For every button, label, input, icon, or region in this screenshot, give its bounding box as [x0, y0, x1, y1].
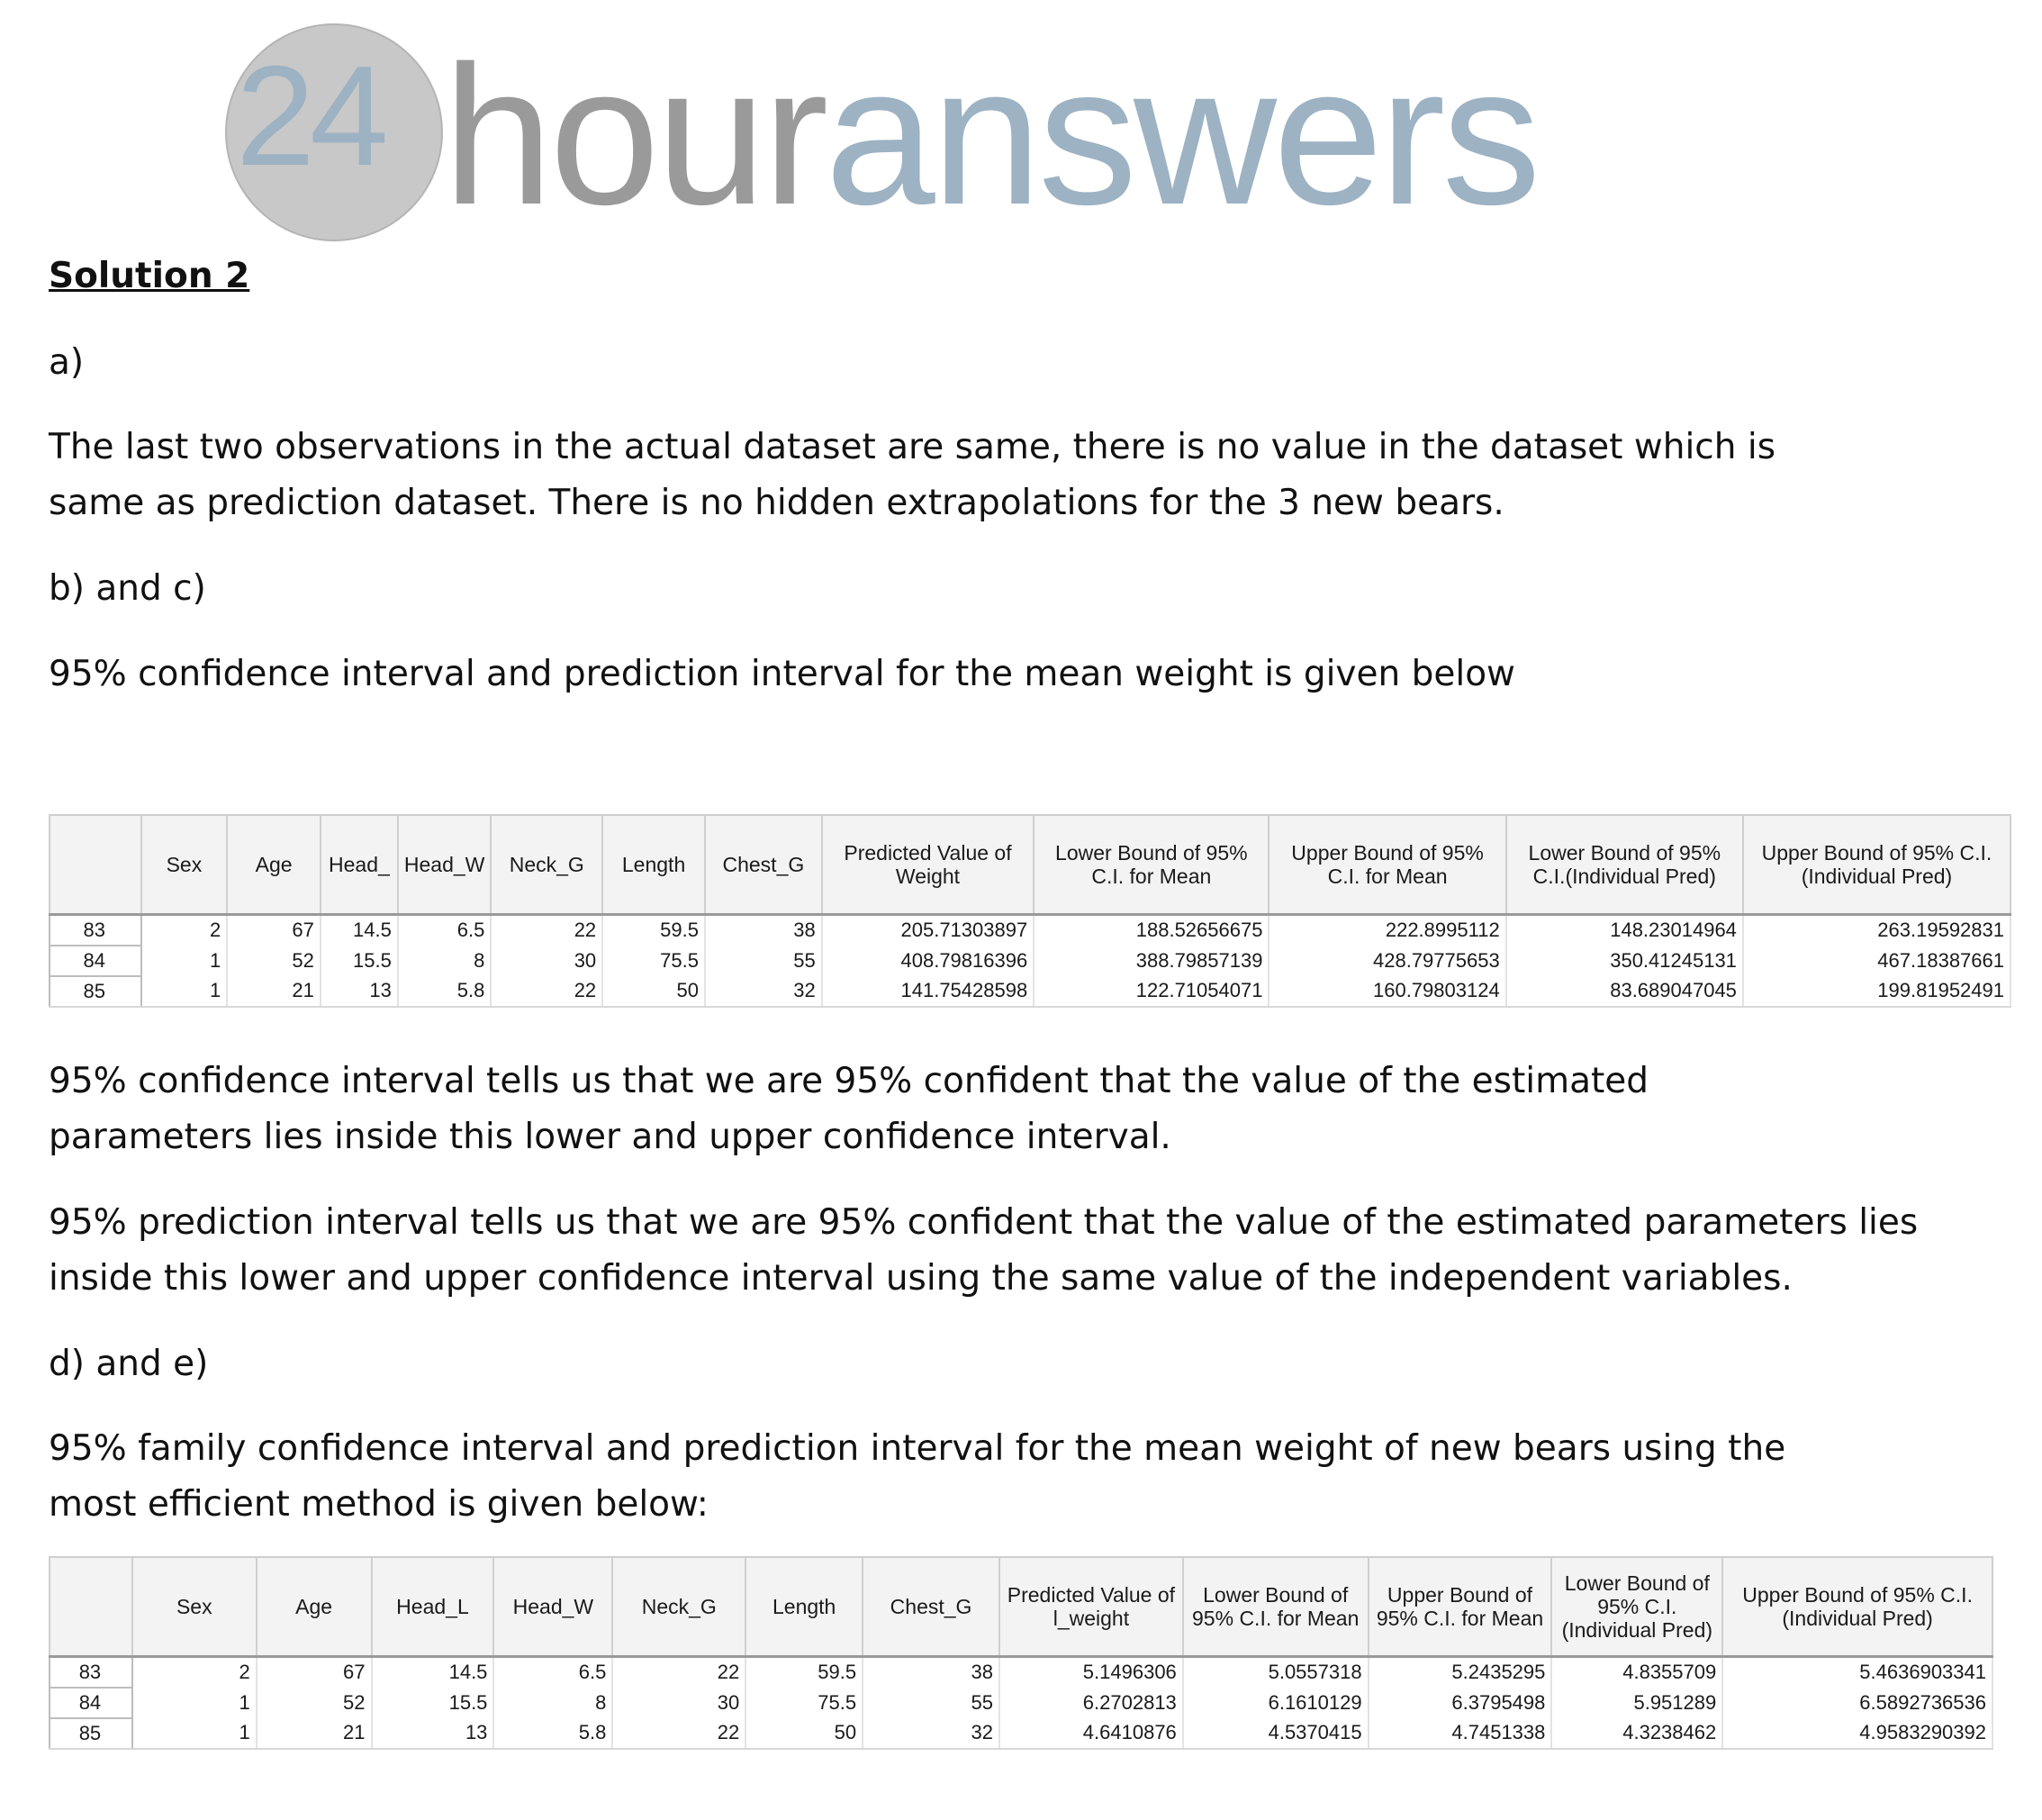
table-1-header-row — [50, 815, 2010, 914]
table-1-cell: 467.18387661 — [1743, 946, 2010, 976]
table-2-header-row — [50, 1557, 1992, 1656]
table-2-cell: 38 — [863, 1656, 999, 1688]
table-1-cell: 22 — [491, 976, 602, 1007]
table-2-column-header: Predicted Value of l_weight — [999, 1557, 1183, 1656]
table-2-cell: 5.4636903341 — [1722, 1656, 1992, 1688]
table-2-cell: 6.2702813 — [999, 1688, 1183, 1718]
table-2-column-header: Chest_G — [863, 1557, 999, 1656]
table-1-cell: 59.5 — [602, 914, 705, 946]
table-1-cell: 1 — [141, 946, 228, 976]
table-2-column-header: Upper Bound of 95% C.I. for Mean — [1369, 1557, 1552, 1656]
table-2-cell: 52 — [257, 1688, 372, 1718]
table-2-cell: 5.1496306 — [999, 1656, 1183, 1688]
table-1-row — [50, 976, 2010, 1007]
table-2-column-header: Neck_G — [612, 1557, 745, 1656]
table-1-column-header: Head_ — [321, 815, 398, 914]
table-1-cell: 38 — [705, 914, 822, 946]
part-bc-label-block — [49, 561, 2011, 617]
table-2-row-number: 84 — [50, 1688, 132, 1718]
table-2-cell: 4.8355709 — [1551, 1656, 1722, 1688]
part-a-text: The last two observations in the actual dataset are same, there is no value in the dataset which is same as prediction dataset. There is no hidden extrapolations for the 3 new bears. — [49, 427, 1776, 523]
table-2-cell: 22 — [612, 1718, 745, 1749]
table-2-cell: 4.3238462 — [1551, 1718, 1722, 1749]
table-2-column-header: Age — [257, 1557, 372, 1656]
table-1-row-number: 84 — [50, 946, 141, 976]
table-1-column-header: Length — [602, 815, 705, 914]
pi-text-block — [49, 1195, 2011, 1307]
table-1-cell: 350.41245131 — [1506, 946, 1743, 976]
ci-explanation: 95% confidence interval tells us that we are 95% confident that the value of the estimated parameters lies inside this lower and upper confidence interval. — [49, 1061, 1649, 1157]
results-table-2 — [49, 1556, 1993, 1750]
table-2-cell: 5.8 — [493, 1718, 612, 1749]
table-1-column-header: Lower Bound of 95% C.I.(Individual Pred) — [1506, 815, 1743, 914]
table-2-cell: 5.951289 — [1551, 1688, 1722, 1718]
table-2-cell: 5.0557318 — [1183, 1656, 1369, 1688]
logo-word-hour: hour — [443, 24, 826, 246]
table-1-cell: 188.52656675 — [1034, 914, 1269, 946]
table-2-cell: 6.5 — [493, 1656, 612, 1688]
table-1-cell: 160.79803124 — [1269, 976, 1505, 1007]
table-2-cell: 14.5 — [372, 1656, 494, 1688]
part-a-label: a) — [49, 342, 85, 383]
table-1-cell: 428.79775653 — [1269, 946, 1505, 976]
table-2-cell: 1 — [132, 1718, 257, 1749]
pi-explanation: 95% prediction interval tells us that we are 95% confident that the value of the estimated parameters lies inside this lower and upper confidence interval using the same value of the independent variables. — [49, 1202, 1919, 1299]
table-2-column-header: Upper Bound of 95% C.I.(Individual Pred) — [1722, 1557, 1992, 1656]
table-2-corner-header — [50, 1557, 132, 1656]
table-1-cell: 1 — [141, 976, 228, 1007]
table-1-cell: 388.79857139 — [1034, 946, 1269, 976]
table-1-cell: 21 — [227, 976, 321, 1007]
table-1-cell: 222.8995112 — [1269, 914, 1505, 946]
table-2-cell: 2 — [132, 1656, 257, 1688]
table-1-row-number: 85 — [50, 976, 141, 1007]
table-2-cell: 22 — [612, 1656, 745, 1688]
table-1-cell: 263.19592831 — [1743, 914, 2010, 946]
table-2-cell: 50 — [745, 1718, 863, 1749]
table-2-cell: 8 — [493, 1688, 612, 1718]
part-de-label: d) and e) — [49, 1344, 209, 1384]
table-1-column-header: Neck_G — [491, 815, 602, 914]
table-1-cell: 75.5 — [602, 946, 705, 976]
table-2-row — [50, 1656, 1992, 1688]
part-bc-label: b) and c) — [49, 568, 206, 609]
table-1-cell: 148.23014964 — [1506, 914, 1743, 946]
part-a-label-block — [49, 335, 2011, 391]
table-2-cell: 13 — [372, 1718, 494, 1749]
table-1-body — [50, 914, 2010, 1007]
table-1-cell: 55 — [705, 946, 822, 976]
table-1-row — [50, 914, 2010, 946]
table-2-column-header: Length — [745, 1557, 863, 1656]
table-1-column-header: Lower Bound of 95% C.I. for Mean — [1034, 815, 1269, 914]
table-1-cell: 50 — [602, 976, 705, 1007]
table-2-column-header: Lower Bound of 95% C.I.(Individual Pred) — [1551, 1557, 1722, 1656]
table-2-row-number: 85 — [50, 1718, 132, 1749]
solution-heading-block — [49, 249, 2011, 304]
table-2-cell: 15.5 — [372, 1688, 494, 1718]
table-2-column-header: Head_W — [493, 1557, 612, 1656]
part-de-label-block — [49, 1336, 2011, 1392]
table-2-cell: 1 — [132, 1688, 257, 1718]
logo-wordmark — [443, 24, 1538, 246]
table-2-row-number: 83 — [50, 1656, 132, 1688]
table-1-column-header: Predicted Value of Weight — [822, 815, 1034, 914]
table-1-cell: 122.71054071 — [1034, 976, 1269, 1007]
table-2-cell: 5.2435295 — [1369, 1656, 1552, 1688]
table-2-cell: 6.3795498 — [1369, 1688, 1552, 1718]
logo-number: 24 — [236, 37, 384, 195]
table-2-cell: 4.7451338 — [1369, 1718, 1552, 1749]
table-1-cell: 6.5 — [398, 914, 491, 946]
table-1-cell: 22 — [491, 914, 602, 946]
table-2-row — [50, 1718, 1992, 1749]
table-2-column-header: Lower Bound of 95% C.I. for Mean — [1183, 1557, 1369, 1656]
logo — [225, 20, 1576, 245]
table-2-cell: 59.5 — [745, 1656, 863, 1688]
table-2-cell: 67 — [257, 1656, 372, 1688]
table-1-cell: 141.75428598 — [822, 976, 1034, 1007]
table-1-column-header: Chest_G — [705, 815, 822, 914]
part-bc-intro-block — [49, 647, 2011, 702]
part-de-intro-block — [49, 1421, 1840, 1533]
table-2-column-header: Sex — [132, 1557, 257, 1656]
table-1-cell: 13 — [321, 976, 398, 1007]
table-1-cell: 199.81952491 — [1743, 976, 2010, 1007]
results-table-1 — [49, 814, 2011, 1008]
table-1-column-header: Age — [227, 815, 321, 914]
solution-heading: Solution 2 — [49, 256, 250, 296]
table-1-cell: 67 — [227, 914, 321, 946]
table-1-cell: 2 — [141, 914, 228, 946]
part-a-text-block — [49, 420, 1813, 531]
table-1-cell: 32 — [705, 976, 822, 1007]
table-2-row — [50, 1688, 1992, 1718]
table-1-cell: 408.79816396 — [822, 946, 1034, 976]
table-2-cell: 4.5370415 — [1183, 1718, 1369, 1749]
ci-text-block — [49, 1054, 1813, 1165]
table-1-row-number: 83 — [50, 914, 141, 946]
part-de-intro: 95% family confidence interval and prediction interval for the mean weight of new bears using the most efficient method is given below: — [49, 1428, 1786, 1525]
table-1-column-header: Head_W — [398, 815, 491, 914]
table-2-cell: 75.5 — [745, 1688, 863, 1718]
table-2-cell: 55 — [863, 1688, 999, 1718]
table-1-cell: 8 — [398, 946, 491, 976]
table-2-cell: 4.6410876 — [999, 1718, 1183, 1749]
table-1-column-header: Upper Bound of 95% C.I. for Mean — [1269, 815, 1505, 914]
table-2-cell: 6.5892736536 — [1722, 1688, 1992, 1718]
table-1-cell: 5.8 — [398, 976, 491, 1007]
table-1-row — [50, 946, 2010, 976]
table-2-cell: 30 — [612, 1688, 745, 1718]
table-2-cell: 21 — [257, 1718, 372, 1749]
table-1-cell: 83.689047045 — [1506, 976, 1743, 1007]
table-1-corner-header — [50, 815, 141, 914]
table-1-column-header: Upper Bound of 95% C.I.(Individual Pred) — [1743, 815, 2010, 914]
table-2-cell: 4.9583290392 — [1722, 1718, 1992, 1749]
table-1-cell: 30 — [491, 946, 602, 976]
table-1-cell: 15.5 — [321, 946, 398, 976]
table-1-column-header: Sex — [141, 815, 228, 914]
table-1-cell: 52 — [227, 946, 321, 976]
table-2-body — [50, 1656, 1992, 1749]
logo-word-answers: answers — [825, 24, 1538, 246]
table-2-column-header: Head_L — [372, 1557, 494, 1656]
table-1-cell: 205.71303897 — [822, 914, 1034, 946]
table-2-cell: 32 — [863, 1718, 999, 1749]
table-2-cell: 6.1610129 — [1183, 1688, 1369, 1718]
table-1-cell: 14.5 — [321, 914, 398, 946]
part-bc-intro: 95% confidence interval and prediction interval for the mean weight is given below — [49, 654, 1515, 694]
